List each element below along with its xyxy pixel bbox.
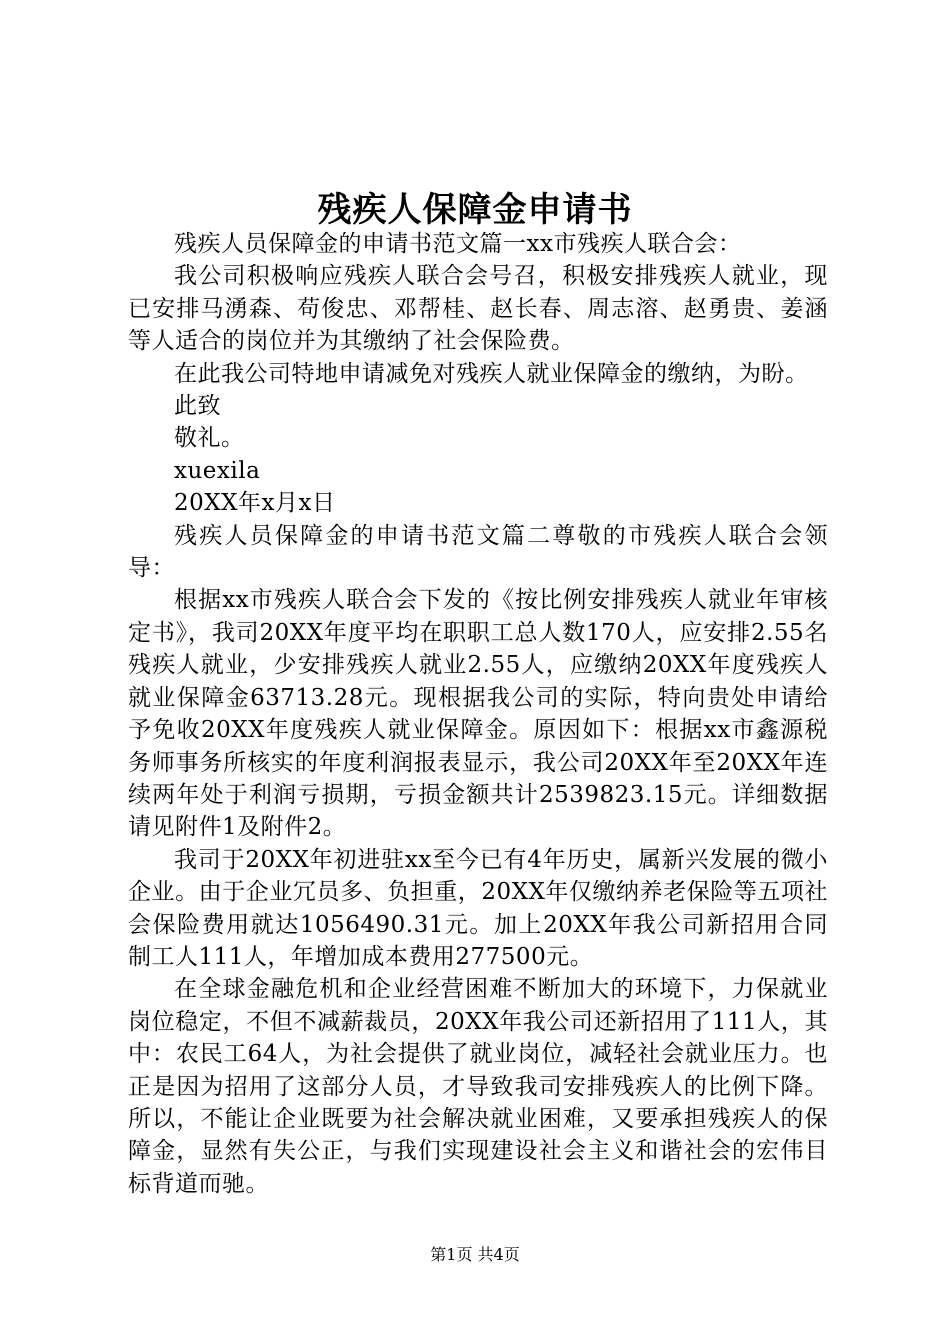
paragraph-salutation-2: 残疾人员保障金的申请书范文篇二尊敬的市残疾人联合会领导： xyxy=(128,522,828,582)
date: 20XX年x月x日 xyxy=(174,490,336,517)
paragraph-background: 根据xx市残疾人联合会下发的《按比例安排残疾人就业年审核定书》，我司20XX年度平均在职职工总人数170人，应安排2.55名残疾人就业，少安排残疾人就业2.55人，应缴纳20XX年度残疾人就业保障金63713.28元。现根据我公司的实际，特向贵处申请给予免收20XX年度残疾人就业保障金。原因如下：根据xx市鑫源税务师事务所核实的年度利润报表显示，我公司20XX年至20XX年连续两年处于利润亏损期，亏损金额共计2539823.15元。详细数据请见附件1及附件2。 xyxy=(128,587,828,841)
paragraph-arrangement: 我公司积极响应残疾人联合会号召，积极安排残疾人就业，现已安排马湧森、苟俊忠、邓帮桂、赵长春、周志溶、赵勇贵、姜涵等人适合的岗位并为其缴纳了社会保险费。 xyxy=(128,263,828,355)
signature: xuexila xyxy=(174,457,261,484)
document-body xyxy=(128,228,828,1200)
paragraph-crisis: 在全球金融危机和企业经营困难不断加大的环境下，力保就业岗位稳定，不但不减薪裁员，20XX年我公司还新招用了111人，其中：农民工64人，为社会提供了就业岗位，减轻社会就业压力。也正是因为招用了这部分人员，才导致我司安排残疾人的比例下降。所以，不能让企业既要为社会解决就业困难，又要承担残疾人的保障金，显然有失公正，与我们实现建设社会主义和谐社会的宏伟目标背道而驰。 xyxy=(128,976,828,1197)
closing-jingli: 敬礼。 xyxy=(174,425,245,452)
document-title: 残疾人保障金申请书 xyxy=(317,190,633,230)
page-footer: 第1页 共4页 xyxy=(430,1245,520,1264)
paragraph-request: 在此我公司特地申请减免对残疾人就业保障金的缴纳，为盼。 xyxy=(174,360,809,387)
paragraph-salutation-1: 残疾人员保障金的申请书范文篇一xx市残疾人联合会： xyxy=(174,231,742,257)
closing-cizhi: 此致 xyxy=(174,393,221,420)
paragraph-company-history: 我司于20XX年初进驻xx至今已有4年历史，属新兴发展的微小企业。由于企业冗员多、负担重，20XX年仅缴纳养老保险等五项社会保险费用就达1056490.31元。加上20XX年我公司新招用合同制工人111人，年增加成本费用277500元。 xyxy=(128,846,828,970)
